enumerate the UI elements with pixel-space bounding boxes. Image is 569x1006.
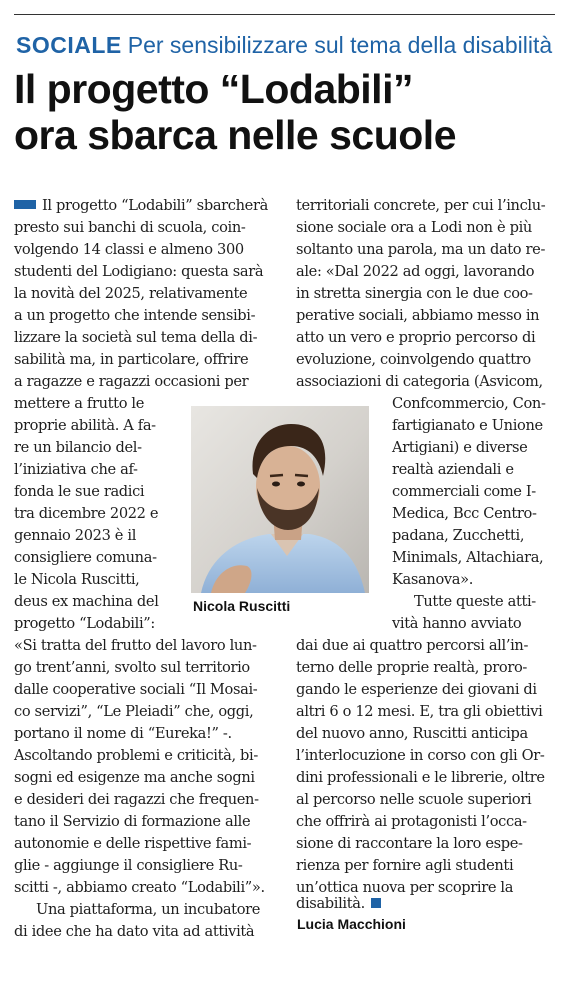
text-line: proprie abilità. A fa- [14, 417, 156, 434]
photo-caption: Nicola Ruscitti [193, 598, 291, 614]
kicker-subtitle: Per sensibilizzare sul tema della disabilità [127, 32, 553, 58]
text-line: deus ex machina del [14, 593, 159, 610]
text-line: Ascoltando problemi e criticità, bi- [14, 747, 258, 764]
text-line: go trent’anni, svolto sul territorio [14, 659, 250, 676]
text-line: fonda le sue radici [14, 483, 145, 500]
text-line: Confcommercio, Con- [392, 395, 546, 412]
text-line: evoluzione, coinvolgendo quattro [296, 351, 531, 368]
text-line: co servizi”, “Le Pleiadi” che, oggi, [14, 703, 254, 720]
text-line: soltanto una parola, ma un dato re- [296, 241, 546, 258]
text-line: gando le esperienze dei giovani di [296, 681, 537, 698]
headline [14, 66, 559, 158]
text-line: portano il nome di “Eureka!” -. [14, 725, 232, 742]
portrait-image [191, 406, 369, 593]
text-line: Medica, Bcc Centro- [392, 505, 537, 522]
text-line: sione di raccontare la loro espe- [296, 835, 523, 852]
text-line: che offrirà ai protagonisti l’occa- [296, 813, 527, 830]
text-line: Kasanova». [392, 571, 473, 588]
text-line: sione sociale ora a Lodi non è più [296, 219, 532, 236]
text-line: associazioni di categoria (Asvicom, [296, 373, 543, 390]
text-line: progetto “Lodabili”: [14, 615, 155, 632]
lead-marker-icon [14, 200, 36, 209]
text-line: Tutte queste atti- [414, 593, 536, 610]
headline-line-1: Il progetto “Lodabili” [14, 66, 413, 112]
text-line: vità hanno avviato [392, 615, 522, 632]
text-line: l’interlocuzione in corso con gli Or- [296, 747, 545, 764]
text-line: altri 6 o 12 mesi. E, tra gli obiettivi [296, 703, 543, 720]
text-line: sogni ed esigenze ma anche sogni [14, 769, 255, 786]
text-line: autonomie e delle rispettive fami- [14, 835, 252, 852]
text-line: commerciali come I- [392, 483, 536, 500]
text-line: presto sui banchi di scuola, coin- [14, 219, 246, 236]
text-line: atto un vero e proprio percorso di [296, 329, 536, 346]
kicker [16, 30, 556, 60]
portrait-photo [191, 406, 369, 593]
text-line: studenti del Lodigiano: questa sarà [14, 263, 264, 280]
text-line: Minimals, Altachiara, [392, 549, 544, 566]
text-line: dai due ai quattro percorsi all’in- [296, 637, 529, 654]
end-marker-icon [371, 898, 381, 908]
text-line: dalle cooperative sociali “Il Mosai- [14, 681, 258, 698]
text-line: volgendo 14 classi e almeno 300 [14, 241, 244, 258]
text-line: l’iniziativa che af- [14, 461, 138, 478]
top-rule [14, 14, 555, 15]
text-line: disabilità. [296, 893, 556, 915]
section-label: SOCIALE [16, 32, 122, 58]
headline-line-2: ora sbarca nelle scuole [14, 112, 457, 158]
text-line: consigliere comuna- [14, 549, 157, 566]
text-line: a ragazze e ragazzi occasioni per [14, 373, 249, 390]
text-line: di idee che ha dato vita ad attività [14, 923, 255, 940]
text-line: scitti -, abbiamo creato “Lodabili”». [14, 879, 265, 896]
text-line: gennaio 2023 è il [14, 527, 137, 544]
text-line: Artigiani) e diverse [392, 439, 528, 456]
text-line: tano il Servizio di formazione alle [14, 813, 251, 830]
text-line: dini professionali e le librerie, oltre [296, 769, 545, 786]
text-line: e desideri dei ragazzi che frequen- [14, 791, 259, 808]
text-line: tra dicembre 2022 e [14, 505, 159, 522]
text-line: a un progetto che intende sensibi- [14, 307, 256, 324]
text-line: re un bilancio del- [14, 439, 142, 456]
text-line: territoriali concrete, per cui l’inclu- [296, 197, 546, 214]
text-line: realtà aziendali e [392, 461, 514, 478]
text-line: del nuovo anno, Ruscitti anticipa [296, 725, 528, 742]
text-line: sabilità ma, in particolare, offrire [14, 351, 249, 368]
byline: Lucia Macchioni [297, 916, 406, 932]
text-line: terno delle proprie realtà, proro- [296, 659, 527, 676]
text-line: glie - aggiunge il consigliere Ru- [14, 857, 243, 874]
text-line: «Si tratta del frutto del lavoro lun- [14, 637, 257, 654]
text-line: al percorso nelle scuole superiori [296, 791, 532, 808]
text-line: fartigianato e Unione [392, 417, 543, 434]
text-line: perative sociali, abbiamo messo in [296, 307, 540, 324]
text-line: mettere a frutto le [14, 395, 145, 412]
text-line: le Nicola Ruscitti, [14, 571, 140, 588]
text-line: Il progetto “Lodabili” sbarcherà [14, 195, 272, 217]
text-line: un’ottica nuova per scoprire la [296, 879, 514, 896]
text-line: rienza per fornire agli studenti [296, 857, 514, 874]
text-line: lizzare la società sul tema della di- [14, 329, 258, 346]
text-line: padana, Zucchetti, [392, 527, 525, 544]
text-line: in stretta sinergia con le due coo- [296, 285, 533, 302]
text-line: Una piattaforma, un incubatore [36, 901, 261, 918]
text-line: ale: «Dal 2022 ad oggi, lavorando [296, 263, 535, 280]
text-line: la novità del 2025, relativamente [14, 285, 248, 302]
